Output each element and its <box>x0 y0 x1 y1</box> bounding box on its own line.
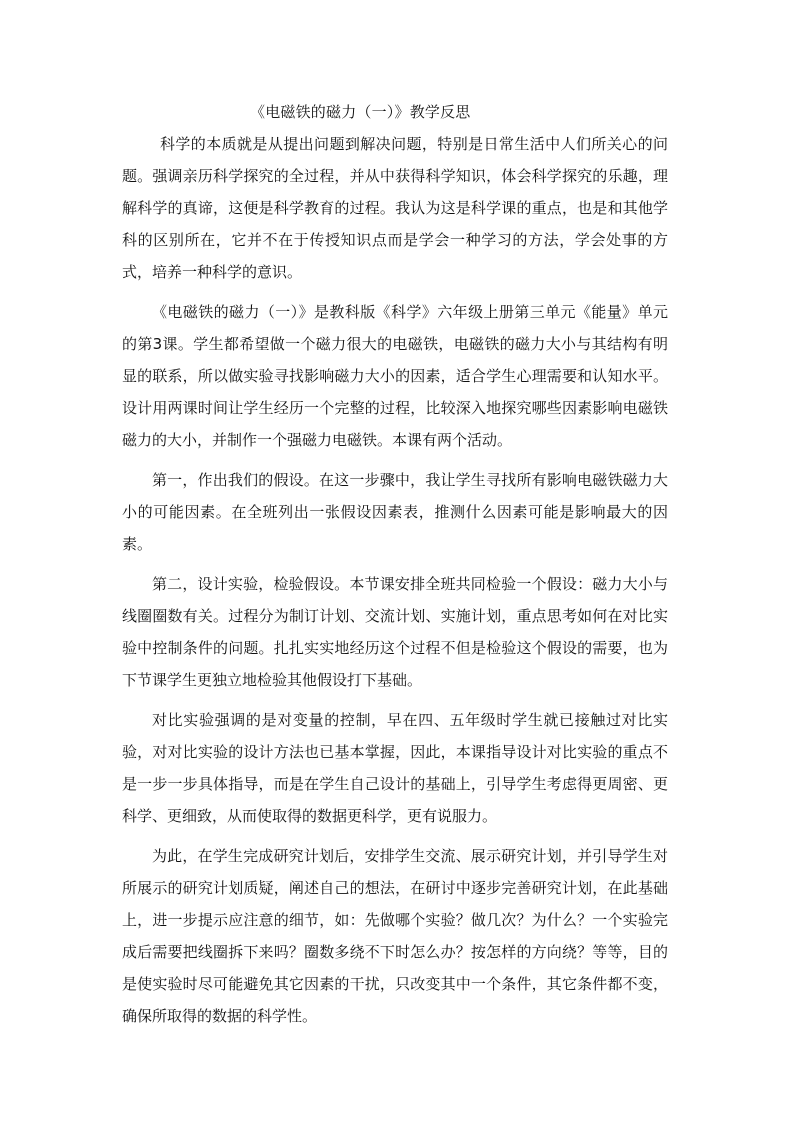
paragraph-6: 为此，在学生完成研究计划后，安排学生交流、展示研究计划，并引导学生对所展示的研究计划质疑，阐述自己的想法，在研讨中逐步完善研究计划，在此基础上，进一步提示应注意的细节，如：先做哪个实验？做几次？为什么？一个实验完成后需要把线圈拆下来吗？圈数多绕不下时怎么办？按怎样的方向绕？等等，目的是使实验时尽可能避免其它因素的干扰，只改变其中一个条件，其它条件都不变，确保所取得的数据的科学性。 <box>122 847 668 1025</box>
document-title: 《电磁铁的磁力（一）》教学反思 <box>250 103 471 121</box>
document-body <box>122 96 668 1032</box>
paragraph-5: 对比实验强调的是对变量的控制，早在四、五年级时学生就已接触过对比实验，对对比实验的设计方法也已基本掌握，因此，本课指导设计对比实验的重点不是一步一步具体指导，而是在学生自己设计的基础上，引导学生考虑得更周密、更科学、更细致，从而使取得的数据更科学，更有说服力。 <box>122 711 668 825</box>
paragraph-3: 第一，作出我们的假设。在这一步骤中，我让学生寻找所有影响电磁铁磁力大小的可能因素。在全班列出一张假设因素表，推测什么因素可能是影响最大的因素。 <box>122 471 668 553</box>
paragraph-4: 第二，设计实验，检验假设。本节课安排全班共同检验一个假设：磁力大小与线圈圈数有关。过程分为制订计划、交流计划、实施计划，重点思考如何在对比实验中控制条件的问题。扎扎实实地经历这个过程不但是检验这个假设的需要，也为下节课学生更独立地检验其他假设打下基础。 <box>122 575 668 689</box>
paragraph-1: 科学的本质就是从提出问题到解决问题，特别是日常生活中人们所关心的问题。强调亲历科学探究的全过程，并从中获得科学知识，体会科学探究的乐趣，理解科学的真谛，这便是科学教育的过程。我认为这是科学课的重点，也是和其他学科的区别所在，它并不在于传授知识点而是学会一种学习的方法，学会处事的方式，培养一种科学的意识。 <box>122 135 668 281</box>
paragraph-2: 《电磁铁的磁力（一）》是教科版《科学》六年级上册第三单元《能量》单元的第3课。学生都希望做一个磁力很大的电磁铁，电磁铁的磁力大小与其结构有明显的联系，所以做实验寻找影响磁力大小的因素，适合学生心理需要和认知水平。设计用两课时间让学生经历一个完整的过程，比较深入地探究哪些因素影响电磁铁磁力的大小，并制作一个强磁力电磁铁。本课有两个活动。 <box>122 303 668 449</box>
